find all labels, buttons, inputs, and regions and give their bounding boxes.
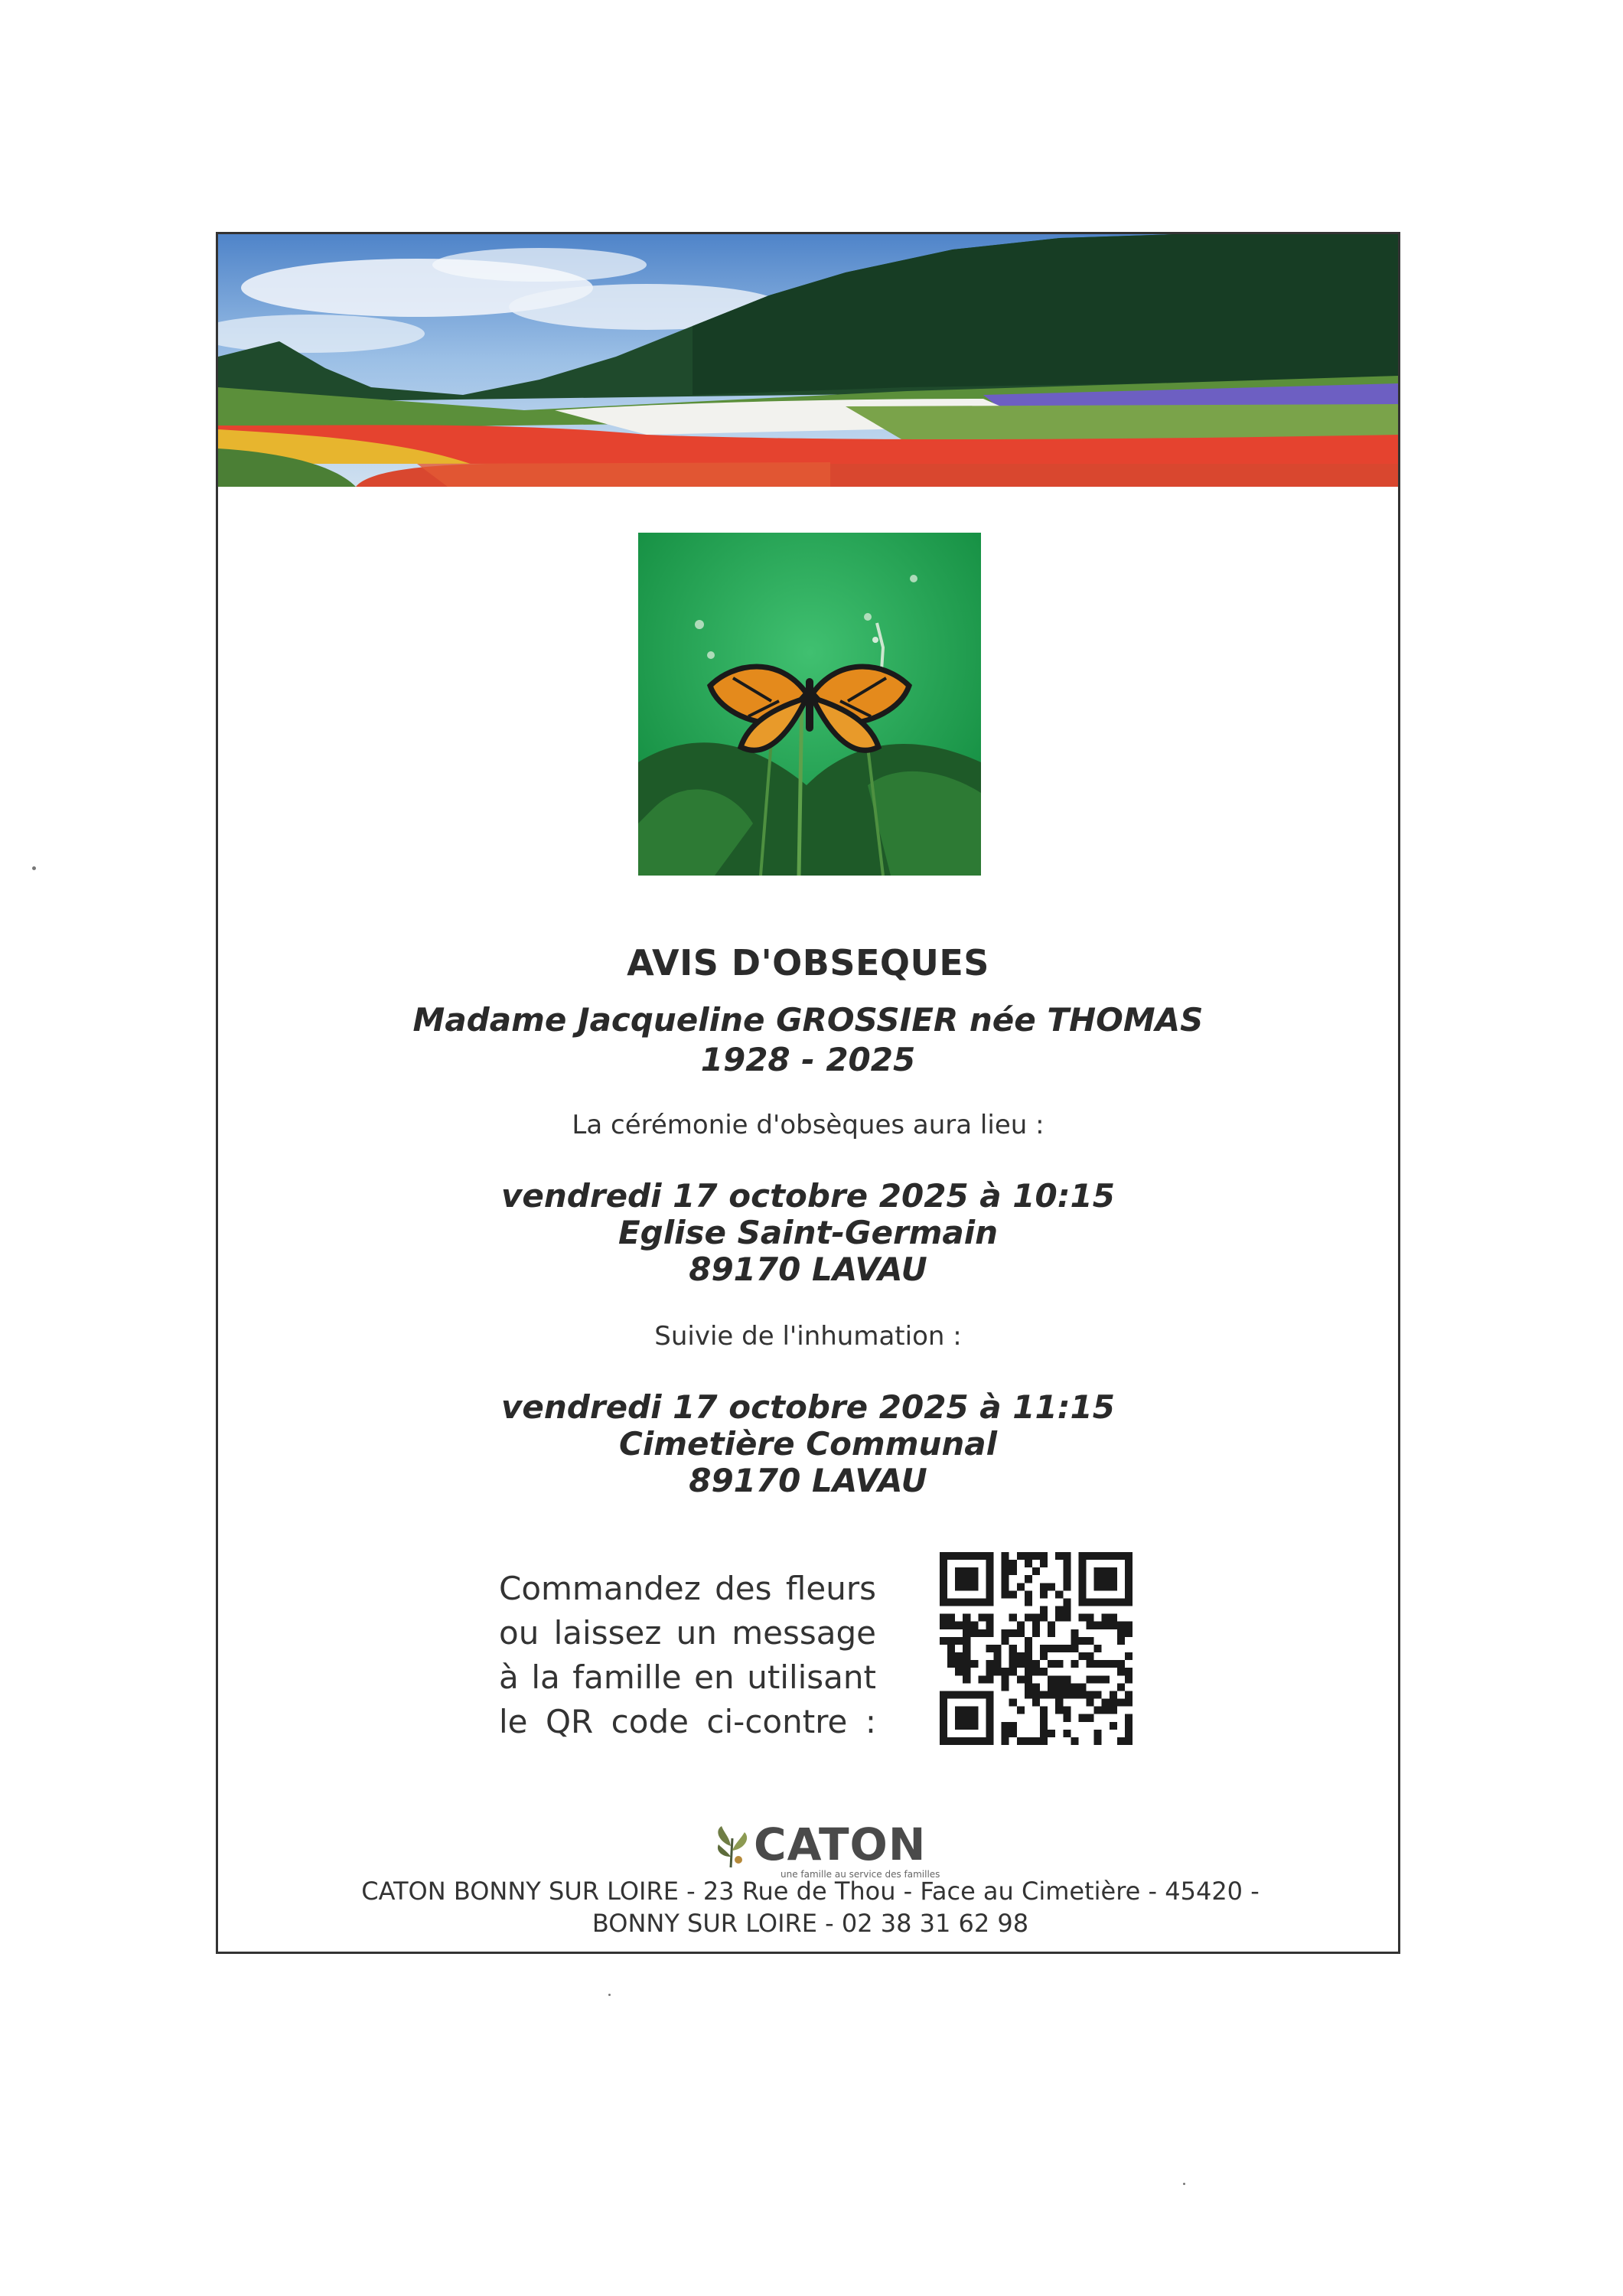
order-line: le QR code ci-contre : bbox=[499, 1703, 876, 1740]
scan-speck bbox=[32, 866, 36, 870]
ceremony-city: 89170 LAVAU bbox=[689, 1251, 927, 1288]
order-flowers-text bbox=[499, 1567, 876, 1744]
burial-place: Cimetière Communal bbox=[619, 1425, 997, 1463]
notice-title: AVIS D'OBSEQUES bbox=[627, 942, 989, 983]
ceremony-datetime: vendredi 17 octobre 2025 à 10:15 bbox=[501, 1177, 1115, 1215]
burial-intro: Suivie de l'inhumation : bbox=[654, 1321, 962, 1352]
logo-tagline: une famille au service des familles bbox=[781, 1869, 940, 1880]
obituary-card bbox=[216, 232, 1400, 1954]
scan-speck bbox=[608, 1994, 611, 1996]
deceased-name: Madame Jacqueline GROSSIER née THOMAS bbox=[412, 1001, 1204, 1039]
company-address: CATON BONNY SUR LOIRE - 23 Rue de Thou - Face au Cimetière - 45420 - BONNY SUR LOIRE - 02 38 31 62 98 bbox=[361, 1877, 1260, 1938]
order-line: Commandez des fleurs bbox=[499, 1570, 876, 1607]
ceremony-place: Eglise Saint-Germain bbox=[618, 1214, 999, 1251]
deceased-years: 1928 - 2025 bbox=[700, 1041, 916, 1078]
flower-field-banner bbox=[218, 234, 1398, 487]
burial-city: 89170 LAVAU bbox=[689, 1462, 927, 1499]
qr-code-icon[interactable] bbox=[940, 1552, 1133, 1745]
scan-speck bbox=[1183, 2183, 1185, 2185]
caton-logo bbox=[708, 1818, 940, 1880]
ceremony-intro: La cérémonie d'obsèques aura lieu : bbox=[572, 1110, 1045, 1140]
oak-leaf-icon bbox=[708, 1823, 754, 1869]
monarch-butterfly-image bbox=[638, 533, 981, 876]
order-line: à la famille en utilisant bbox=[499, 1658, 876, 1696]
logo-name: CATON bbox=[754, 1818, 927, 1870]
butterfly-photo bbox=[638, 533, 981, 876]
order-line: ou laissez un message bbox=[499, 1614, 876, 1652]
flower-field-landscape-image bbox=[218, 234, 1398, 487]
burial-datetime: vendredi 17 octobre 2025 à 11:15 bbox=[501, 1388, 1115, 1426]
